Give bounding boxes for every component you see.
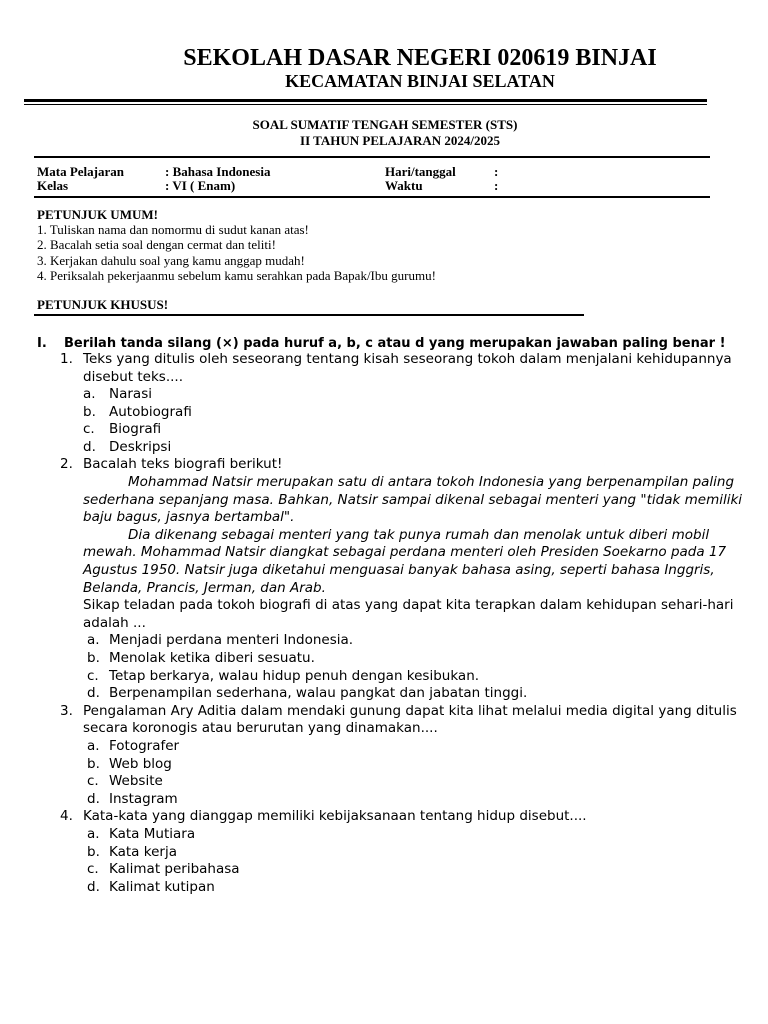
option-3b xyxy=(87,756,172,774)
question-text: Bacalah teks biografi berikut! xyxy=(83,456,283,473)
option-1c xyxy=(83,421,161,439)
option-text: Menolak ketika diberi sesuatu. xyxy=(109,650,315,666)
biography-passage-paragraph-2: Dia dikenang sebagai menteri yang tak punya rumah dan menolak untuk diberi mobil mewah. Mohammad Natsir diangkat sebagai perdana menteri oleh Presiden Soekarno pada 17 Agustus 1950. Natsir juga diketahui menguasai banyak bahasa asing, seperti bahasa Inggris, Belanda, Prancis, Jerman, dan Arab. xyxy=(83,526,727,596)
subject-label: Mata Pelajaran xyxy=(37,164,125,179)
option-4c xyxy=(87,861,240,879)
exam-title: SOAL SUMATIF TENGAH SEMESTER (STS) xyxy=(252,117,518,132)
option-letter: a. xyxy=(87,826,100,842)
class-value: : VI ( Enam) xyxy=(165,178,236,193)
option-3d xyxy=(87,791,178,809)
option-4a xyxy=(87,826,195,844)
biography-passage-paragraph-1: Mohammad Natsir merupakan satu di antara tokoh Indonesia yang berpenampilan paling sederhana sepanjang masa. Bahkan, Natsir sampai dikenal sebagai menteri yang "tidak memiliki baju bagus, jasnya bertambal". xyxy=(83,474,743,526)
option-text: Instagram xyxy=(109,790,178,807)
option-letter: b. xyxy=(87,650,100,666)
option-text: Narasi xyxy=(109,386,152,402)
time-value: : xyxy=(494,178,499,193)
special-instructions-title: PETUNJUK KHUSUS! xyxy=(37,297,169,312)
option-letter: d. xyxy=(83,438,96,455)
option-letter: b. xyxy=(87,843,100,860)
question-text: Teks yang ditulis oleh seseorang tentang kisah seseorang tokoh dalam menjalani kehidupannya disebut teks.... xyxy=(83,351,732,385)
option-3c xyxy=(87,773,163,791)
option-text: Fotografer xyxy=(109,738,180,754)
option-letter: d. xyxy=(87,878,100,895)
option-letter: a. xyxy=(87,632,100,649)
option-4d xyxy=(87,879,215,897)
question-number: 3. xyxy=(60,702,73,719)
option-text: Biografi xyxy=(109,421,162,438)
general-instructions-title: PETUNJUK UMUM! xyxy=(37,207,158,222)
option-letter: a. xyxy=(83,386,96,402)
info-bottom-divider xyxy=(34,196,710,198)
option-letter: b. xyxy=(87,755,100,772)
option-1d xyxy=(83,439,171,457)
question-2-prompt: Sikap teladan pada tokoh biografi di atas yang dapat kita terapkan dalam kehidupan sehari-hari adalah ... xyxy=(83,597,734,631)
class-label: Kelas xyxy=(37,178,69,193)
subject-value: : Bahasa Indonesia xyxy=(165,164,271,179)
option-letter: c. xyxy=(83,421,95,438)
option-text: Kata kerja xyxy=(109,843,177,860)
header-divider-thin xyxy=(24,104,707,105)
section-instruction: Berilah tanda silang (×) pada huruf a, b, c atau d yang merupakan jawaban paling benar ! xyxy=(64,336,726,351)
option-letter: c. xyxy=(87,773,99,790)
option-1a xyxy=(83,386,152,404)
option-2a xyxy=(87,632,353,650)
option-text: Kalimat peribahasa xyxy=(109,861,240,878)
general-instruction-item: 4. Periksalah pekerjaanmu sebelum kamu serahkan pada Bapak/Ibu gurumu! xyxy=(37,268,436,284)
option-letter: b. xyxy=(83,403,96,420)
option-2d xyxy=(87,685,527,703)
general-instruction-item: 3. Kerjakan dahulu soal yang kamu anggap mudah! xyxy=(37,252,305,268)
option-text: Tetap berkarya, walau hidup penuh dengan kesibukan. xyxy=(109,667,480,684)
option-text: Web blog xyxy=(109,755,172,772)
option-text: Berpenampilan sederhana, walau pangkat dan jabatan tinggi. xyxy=(109,685,528,702)
question-number: 2. xyxy=(60,456,73,473)
option-3a xyxy=(87,738,179,756)
option-letter: c. xyxy=(87,667,99,684)
general-instructions-list xyxy=(37,222,436,284)
general-instruction-item: 2. Bacalah setia soal dengan cermat dan teliti! xyxy=(37,237,276,253)
option-text: Website xyxy=(109,773,163,790)
general-instruction-item: 1. Tuliskan nama dan nomormu di sudut kanan atas! xyxy=(37,222,309,237)
option-letter: d. xyxy=(87,685,100,702)
option-text: Autobiografi xyxy=(109,403,192,420)
question-text: Kata-kata yang dianggap memiliki kebijaksanaan tentang hidup disebut.... xyxy=(83,808,587,825)
option-letter: c. xyxy=(87,861,99,878)
option-2c xyxy=(87,668,479,686)
question-number: 4. xyxy=(60,808,73,825)
option-1b xyxy=(83,404,192,422)
header-divider xyxy=(24,99,707,102)
option-2b xyxy=(87,650,315,668)
option-4b xyxy=(87,844,177,862)
option-letter: d. xyxy=(87,790,100,807)
section-number: I. xyxy=(37,336,47,351)
option-text: Kata Mutiara xyxy=(109,826,196,842)
school-name: SEKOLAH DASAR NEGERI 020619 BINJAI xyxy=(183,45,657,71)
day-value: : xyxy=(494,164,499,179)
info-top-divider xyxy=(34,156,710,158)
district-name: KECAMATAN BINJAI SELATAN xyxy=(285,71,555,91)
option-letter: a. xyxy=(87,738,100,754)
special-instructions-divider xyxy=(34,314,584,316)
exam-year: II TAHUN PELAJARAN 2024/2025 xyxy=(300,133,500,148)
day-label: Hari/tanggal xyxy=(385,164,456,179)
option-text: Kalimat kutipan xyxy=(109,878,215,895)
time-label: Waktu xyxy=(385,178,423,193)
option-text: Deskripsi xyxy=(109,438,172,455)
option-text: Menjadi perdana menteri Indonesia. xyxy=(109,632,354,649)
question-number: 1. xyxy=(60,351,73,367)
question-text: Pengalaman Ary Aditia dalam mendaki gunung dapat kita lihat melalui media digital yang ditulis secara koronogis atau berurutan yang dinamakan.... xyxy=(83,702,737,737)
